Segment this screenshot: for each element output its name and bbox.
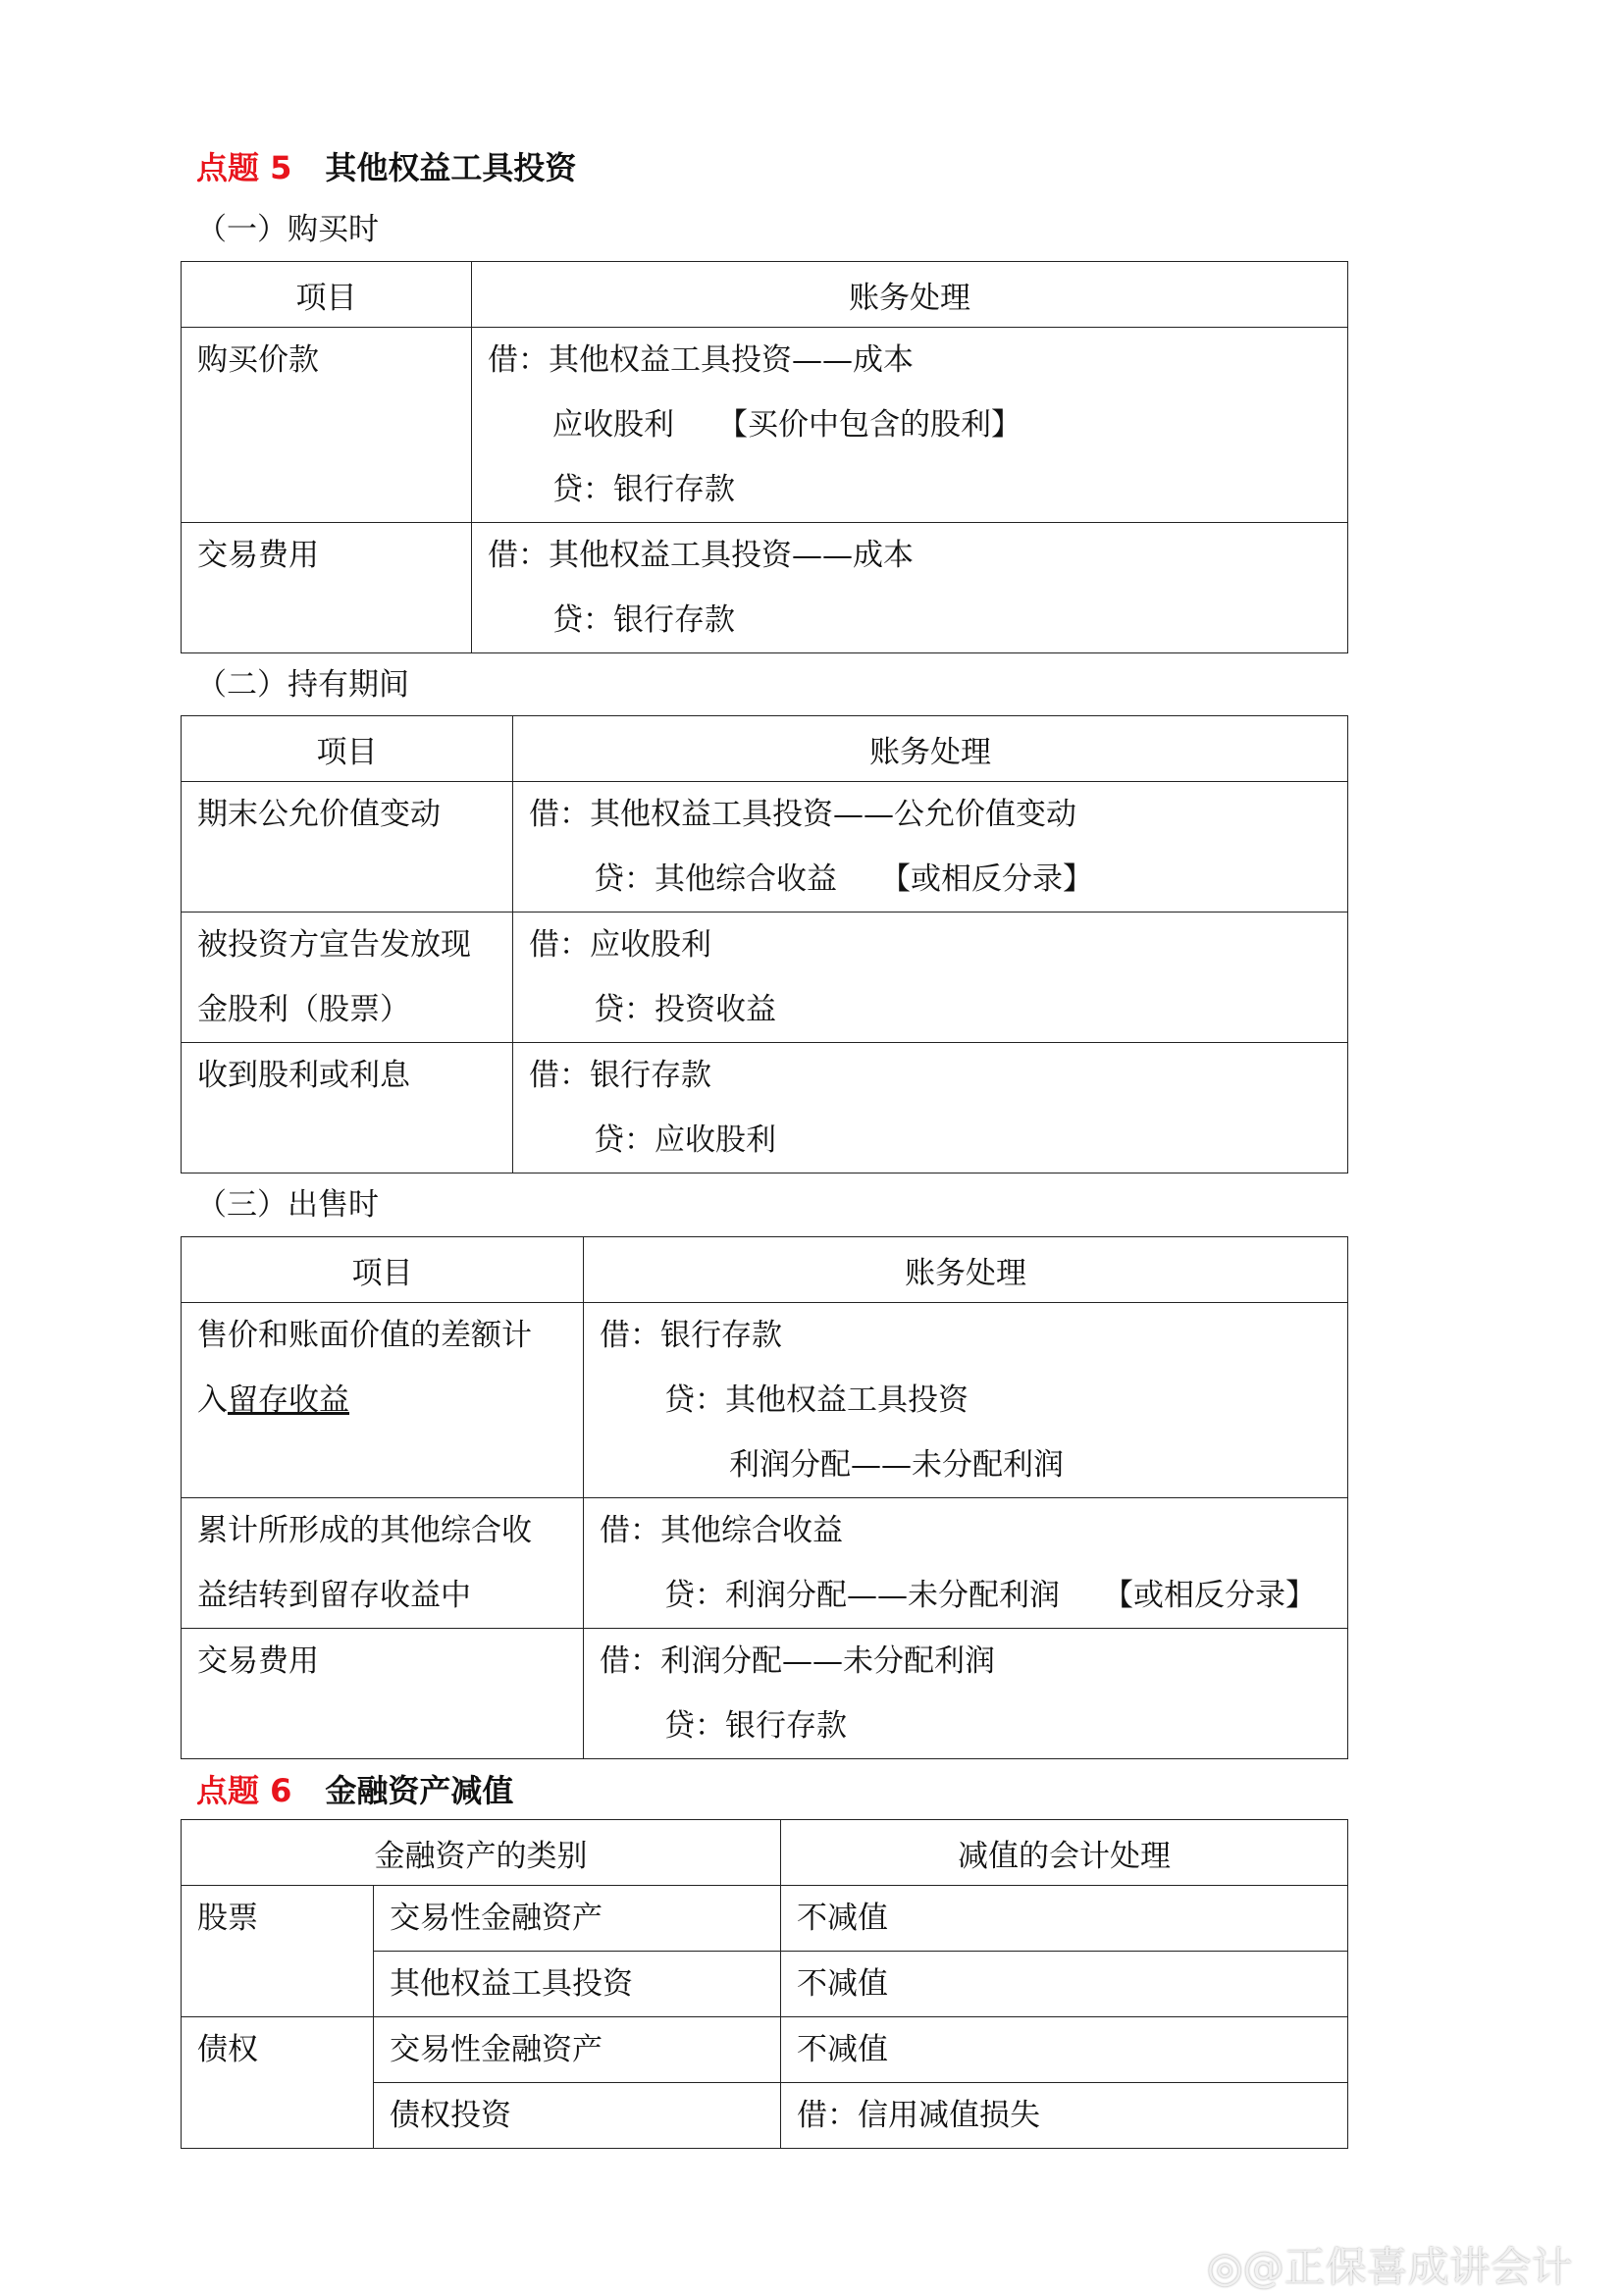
item-cell [182, 1629, 584, 1759]
table-row [182, 913, 1348, 1043]
treatment: 不减值 [797, 1901, 888, 1936]
entry-line [584, 1303, 1347, 1368]
entry-cell [513, 913, 1348, 1043]
entry-line [513, 1043, 1347, 1108]
entry-line [584, 1629, 1347, 1694]
item-cell [182, 1498, 584, 1629]
item-label-line: 购买价款 [197, 342, 319, 378]
header-item: 项目 [182, 1237, 584, 1303]
entry-line [584, 1498, 1347, 1563]
item-label-line: 交易费用 [197, 1643, 319, 1679]
weibo-watermark [1207, 2235, 1573, 2294]
entry-note: 【或相反分录】 [1103, 1578, 1316, 1613]
entry-line [513, 913, 1347, 977]
entry-cell [584, 1303, 1348, 1498]
header-treatment: 减值的会计处理 [781, 1820, 1348, 1886]
entry-text: 借：其他权益工具投资——成本 [488, 538, 914, 573]
item-cell [182, 1043, 513, 1174]
item-label-text: 入 [197, 1382, 228, 1418]
entry-text: 贷：投资收益 [594, 992, 776, 1027]
treatment: 不减值 [797, 1966, 888, 2002]
section-tag: 点题 6 [196, 1772, 292, 1809]
section-5-heading [196, 143, 576, 188]
item-label-line: 金股利（股票） [197, 992, 410, 1027]
entry-text: 利润分配——未分配利润 [729, 1447, 1064, 1483]
item-label-line: 期末公允价值变动 [197, 797, 441, 832]
entry-text: 应收股利 [552, 407, 674, 443]
asset-type: 交易性金融资产 [390, 2032, 602, 2067]
item-label-line: 收到股利或利息 [197, 1058, 410, 1093]
entry-text: 借：其他权益工具投资——公允价值变动 [529, 797, 1076, 832]
item-label-line: 累计所形成的其他综合收 [197, 1513, 532, 1548]
subsection-title: （三）出售时 [196, 1187, 379, 1223]
asset-type: 债权投资 [390, 2098, 511, 2133]
item-cell [182, 913, 513, 1043]
entry-text: 贷：利润分配——未分配利润 [664, 1578, 1060, 1613]
entry-cell [513, 1043, 1348, 1174]
section-6-heading [196, 1766, 513, 1811]
item-label-line [182, 1368, 583, 1433]
item-label-line: 被投资方宣告发放现 [197, 927, 471, 963]
entry-cell [584, 1498, 1348, 1629]
underlined-term: 留存收益 [228, 1382, 349, 1418]
entry-text: 借：其他综合收益 [600, 1513, 843, 1548]
entry-line [513, 782, 1347, 847]
entry-text: 借：利润分配——未分配利润 [600, 1643, 995, 1679]
treatment: 借：信用减值损失 [797, 2098, 1040, 2133]
header-item: 项目 [182, 716, 513, 782]
section-tag: 点题 5 [196, 149, 292, 186]
entry-note: 【或相反分录】 [880, 861, 1093, 897]
entry-cell [472, 328, 1348, 523]
table-header-row [182, 1237, 1348, 1303]
entry-line [472, 588, 1347, 652]
item-cell [182, 523, 472, 653]
entry-line [472, 328, 1347, 392]
treatment: 不减值 [797, 2032, 888, 2067]
item-label-line: 益结转到留存收益中 [197, 1578, 471, 1613]
header-processing: 账务处理 [513, 716, 1348, 782]
entry-text: 贷：应收股利 [594, 1122, 776, 1158]
entry-note: 【买价中包含的股利】 [717, 407, 1022, 443]
header-item: 项目 [182, 262, 472, 328]
asset-type: 其他权益工具投资 [390, 1966, 633, 2002]
entry-line [472, 392, 1347, 457]
subsection-title: （一）购买时 [196, 212, 379, 247]
header-processing: 账务处理 [472, 262, 1348, 328]
header-processing: 账务处理 [584, 1237, 1348, 1303]
asset-type: 交易性金融资产 [390, 1901, 602, 1936]
group-label: 股票 [197, 1901, 258, 1936]
entries-table [181, 1236, 1348, 1759]
table-row [182, 328, 1348, 523]
entries-table [181, 715, 1348, 1174]
table-row [182, 1498, 1348, 1629]
table-row [182, 1629, 1348, 1759]
entry-text: 贷：银行存款 [552, 472, 735, 507]
header-category: 金融资产的类别 [182, 1820, 781, 1886]
table-row [182, 1043, 1348, 1174]
entry-line [513, 847, 1347, 912]
entry-text: 借：应收股利 [529, 927, 711, 963]
item-label-line: 售价和账面价值的差额计 [197, 1318, 532, 1353]
entry-text: 贷：银行存款 [552, 602, 735, 638]
entry-line [584, 1368, 1347, 1433]
entry-text: 借：银行存款 [529, 1058, 711, 1093]
subsection-title: （二）持有期间 [196, 667, 409, 703]
entry-text: 借：其他权益工具投资——成本 [488, 342, 914, 378]
entries-table [181, 261, 1348, 653]
entry-cell [513, 782, 1348, 913]
entry-text: 贷：银行存款 [664, 1708, 847, 1744]
group-label: 债权 [197, 2032, 258, 2067]
table-header-row [182, 716, 1348, 782]
table-row [182, 523, 1348, 653]
section-title: 其他权益工具投资 [325, 149, 577, 186]
entry-line [472, 457, 1347, 522]
table-row [182, 782, 1348, 913]
table-row [182, 1303, 1348, 1498]
entry-text: 贷：其他权益工具投资 [664, 1382, 969, 1418]
impairment-table [181, 1819, 1348, 2149]
entry-line [513, 1108, 1347, 1173]
entry-line [584, 1433, 1347, 1497]
item-cell [182, 328, 472, 523]
table-header-row [182, 262, 1348, 328]
item-cell [182, 1303, 584, 1498]
entry-cell [472, 523, 1348, 653]
item-cell [182, 782, 513, 913]
entry-line [472, 523, 1347, 588]
entry-text: 贷：其他综合收益 [594, 861, 837, 897]
item-label-line: 交易费用 [197, 538, 319, 573]
entry-line [584, 1694, 1347, 1758]
section-title: 金融资产减值 [325, 1772, 514, 1809]
entry-text: 借：银行存款 [600, 1318, 782, 1353]
watermark-text: @正保喜成讲会计 [1242, 2243, 1573, 2291]
entry-cell [584, 1629, 1348, 1759]
entry-line [513, 977, 1347, 1042]
weibo-logo-icon: ◎ [1207, 2243, 1243, 2291]
entry-line [584, 1563, 1347, 1628]
